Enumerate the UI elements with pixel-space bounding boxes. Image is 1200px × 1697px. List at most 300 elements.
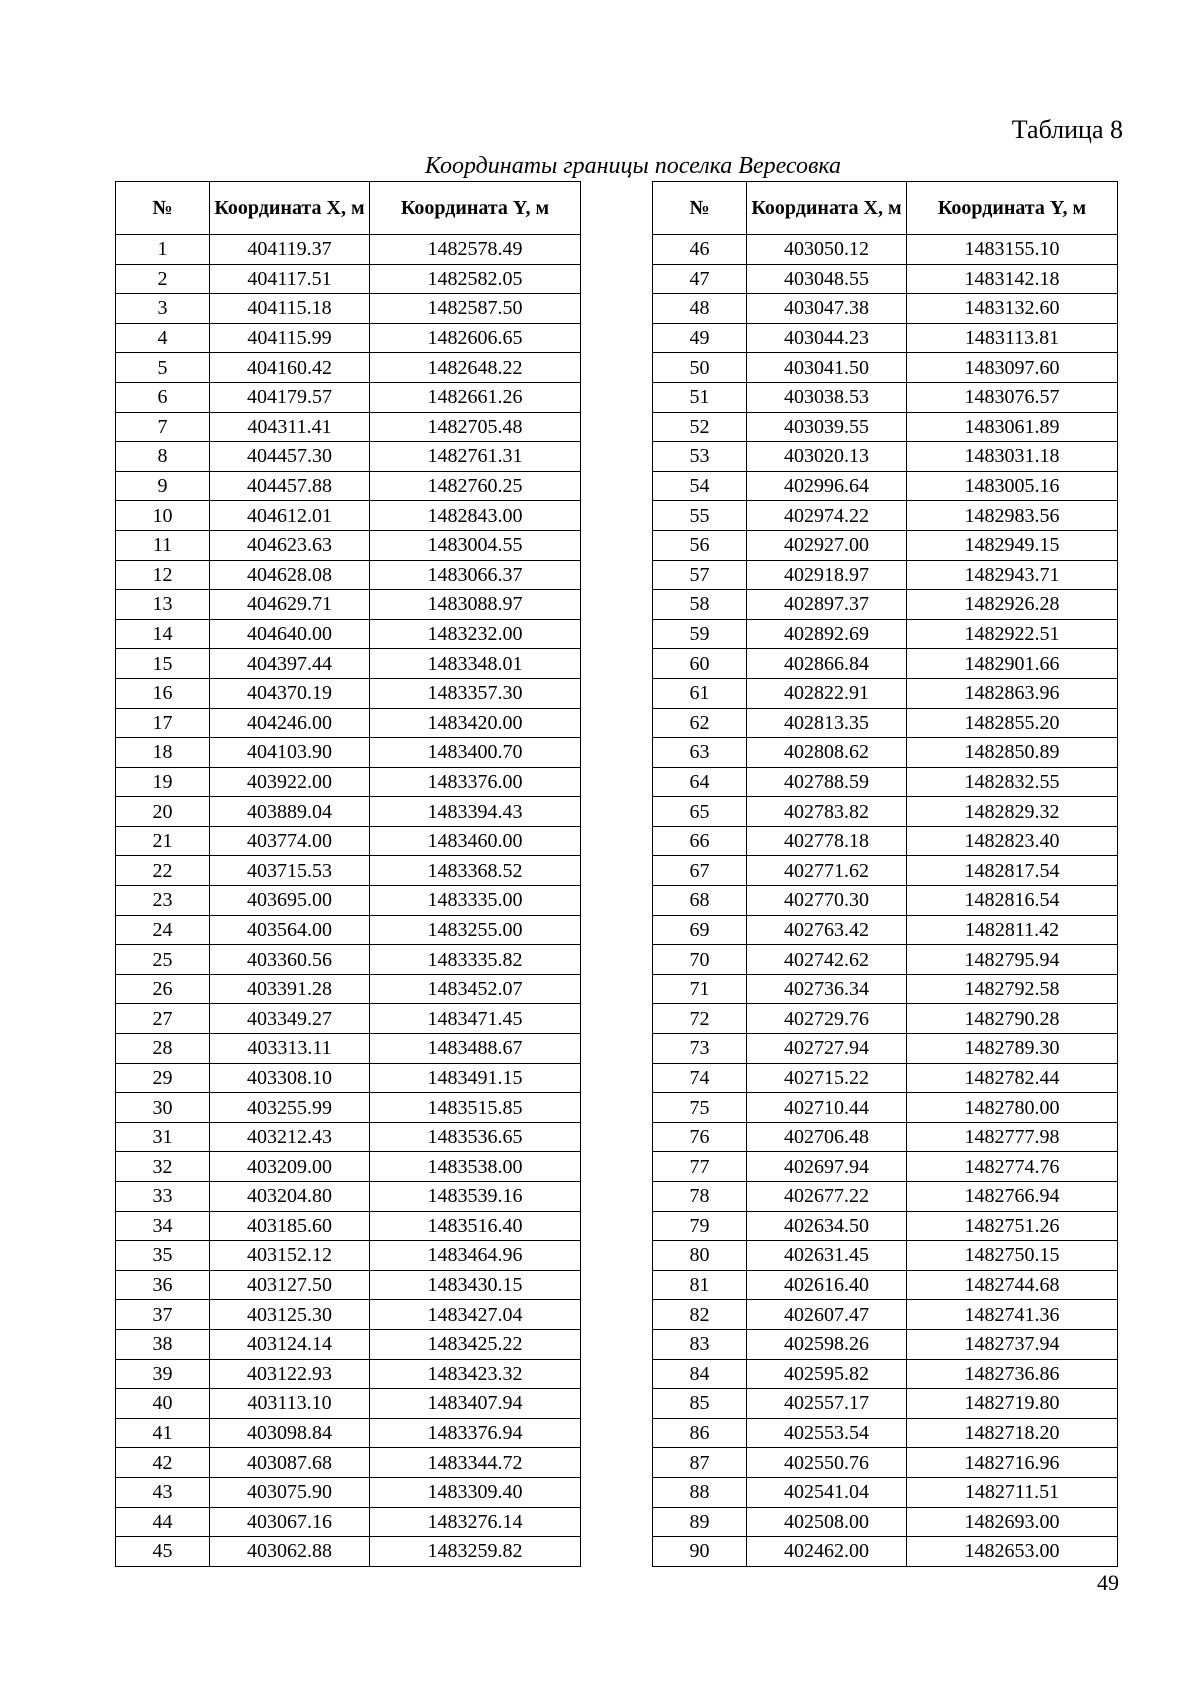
cell-number: 61 — [653, 678, 747, 708]
cell-coordinate-x: 402808.62 — [747, 738, 907, 768]
table-row — [653, 1004, 1118, 1034]
table-row — [653, 1507, 1118, 1537]
table-row — [116, 1122, 581, 1152]
table-row — [116, 1389, 581, 1419]
cell-coordinate-y: 1482693.00 — [907, 1507, 1118, 1537]
cell-number: 53 — [653, 442, 747, 472]
cell-number: 22 — [116, 856, 210, 886]
cell-coordinate-x: 402892.69 — [747, 619, 907, 649]
cell-coordinate-x: 404629.71 — [210, 590, 370, 620]
cell-number: 58 — [653, 590, 747, 620]
cell-coordinate-x: 402788.59 — [747, 767, 907, 797]
table-row — [653, 264, 1118, 294]
cell-number: 12 — [116, 560, 210, 590]
cell-coordinate-x: 402822.91 — [747, 678, 907, 708]
cell-coordinate-y: 1482983.56 — [907, 501, 1118, 531]
cell-number: 83 — [653, 1329, 747, 1359]
table-row — [653, 1329, 1118, 1359]
cell-coordinate-y: 1482823.40 — [907, 826, 1118, 856]
cell-coordinate-y: 1483464.96 — [370, 1241, 581, 1271]
cell-coordinate-y: 1482782.44 — [907, 1063, 1118, 1093]
cell-number: 40 — [116, 1389, 210, 1419]
cell-coordinate-y: 1483394.43 — [370, 797, 581, 827]
cell-coordinate-y: 1483400.70 — [370, 738, 581, 768]
cell-coordinate-y: 1482750.15 — [907, 1241, 1118, 1271]
table-row — [116, 826, 581, 856]
table-row — [116, 353, 581, 383]
cell-number: 64 — [653, 767, 747, 797]
cell-number: 56 — [653, 530, 747, 560]
cell-number: 66 — [653, 826, 747, 856]
table-row — [116, 1093, 581, 1123]
cell-coordinate-x: 403255.99 — [210, 1093, 370, 1123]
cell-number: 55 — [653, 501, 747, 531]
cell-coordinate-y: 1482777.98 — [907, 1122, 1118, 1152]
cell-number: 49 — [653, 323, 747, 353]
table-row — [653, 1034, 1118, 1064]
cell-number: 48 — [653, 294, 747, 324]
table-row — [653, 974, 1118, 1004]
cell-coordinate-x: 403050.12 — [747, 235, 907, 265]
cell-number: 20 — [116, 797, 210, 827]
coordinates-table-left — [115, 181, 581, 1567]
table-row — [653, 1063, 1118, 1093]
table-row — [116, 1477, 581, 1507]
table-row — [653, 1152, 1118, 1182]
cell-coordinate-x: 403922.00 — [210, 767, 370, 797]
table-row — [653, 1477, 1118, 1507]
cell-number: 79 — [653, 1211, 747, 1241]
cell-coordinate-y: 1483335.82 — [370, 945, 581, 975]
table-row — [653, 1359, 1118, 1389]
cell-number: 84 — [653, 1359, 747, 1389]
cell-number: 47 — [653, 264, 747, 294]
cell-number: 69 — [653, 915, 747, 945]
cell-number: 32 — [116, 1152, 210, 1182]
cell-coordinate-x: 402742.62 — [747, 945, 907, 975]
cell-coordinate-x: 403047.38 — [747, 294, 907, 324]
cell-coordinate-y: 1482843.00 — [370, 501, 581, 531]
cell-coordinate-x: 402541.04 — [747, 1477, 907, 1507]
table-row — [116, 708, 581, 738]
header-coordinate-y: Координата Y, м — [370, 182, 581, 235]
cell-number: 37 — [116, 1300, 210, 1330]
cell-number: 35 — [116, 1241, 210, 1271]
cell-number: 82 — [653, 1300, 747, 1330]
cell-coordinate-y: 1482741.36 — [907, 1300, 1118, 1330]
table-row — [116, 619, 581, 649]
cell-number: 17 — [116, 708, 210, 738]
cell-coordinate-y: 1482744.68 — [907, 1270, 1118, 1300]
table-row — [653, 945, 1118, 975]
cell-coordinate-y: 1483539.16 — [370, 1182, 581, 1212]
cell-number: 86 — [653, 1418, 747, 1448]
cell-coordinate-x: 402706.48 — [747, 1122, 907, 1152]
cell-coordinate-y: 1483276.14 — [370, 1507, 581, 1537]
table-row — [653, 619, 1118, 649]
cell-coordinate-y: 1483460.00 — [370, 826, 581, 856]
cell-coordinate-x: 404115.99 — [210, 323, 370, 353]
header-coordinate-x: Координата X, м — [210, 182, 370, 235]
table-row — [116, 235, 581, 265]
cell-coordinate-x: 402631.45 — [747, 1241, 907, 1271]
table-row — [653, 235, 1118, 265]
cell-coordinate-y: 1482832.55 — [907, 767, 1118, 797]
table-row — [653, 323, 1118, 353]
table-row — [653, 678, 1118, 708]
cell-coordinate-y: 1483076.57 — [907, 382, 1118, 412]
header-coordinate-y: Координата Y, м — [907, 182, 1118, 235]
cell-coordinate-x: 402697.94 — [747, 1152, 907, 1182]
table-row — [116, 767, 581, 797]
table-row — [653, 412, 1118, 442]
cell-coordinate-x: 403122.93 — [210, 1359, 370, 1389]
cell-coordinate-y: 1483536.65 — [370, 1122, 581, 1152]
table-row — [653, 560, 1118, 590]
cell-number: 28 — [116, 1034, 210, 1064]
cell-coordinate-x: 402462.00 — [747, 1537, 907, 1567]
cell-coordinate-y: 1483031.18 — [907, 442, 1118, 472]
cell-number: 88 — [653, 1477, 747, 1507]
cell-coordinate-x: 403204.80 — [210, 1182, 370, 1212]
cell-coordinate-y: 1482582.05 — [370, 264, 581, 294]
table-row — [116, 1270, 581, 1300]
cell-coordinate-x: 403715.53 — [210, 856, 370, 886]
cell-coordinate-y: 1482816.54 — [907, 886, 1118, 916]
table-row — [116, 738, 581, 768]
cell-coordinate-y: 1482718.20 — [907, 1418, 1118, 1448]
cell-coordinate-x: 402763.42 — [747, 915, 907, 945]
table-row — [116, 974, 581, 1004]
cell-coordinate-x: 403391.28 — [210, 974, 370, 1004]
cell-coordinate-x: 404370.19 — [210, 678, 370, 708]
table-row — [653, 382, 1118, 412]
table-row — [653, 1270, 1118, 1300]
cell-coordinate-y: 1482850.89 — [907, 738, 1118, 768]
cell-coordinate-y: 1482653.00 — [907, 1537, 1118, 1567]
page-number: 49 — [1097, 1570, 1119, 1595]
table-row — [116, 856, 581, 886]
table-row — [653, 353, 1118, 383]
table-row — [653, 886, 1118, 916]
cell-coordinate-x: 403075.90 — [210, 1477, 370, 1507]
table-row — [653, 1300, 1118, 1330]
cell-coordinate-y: 1483488.67 — [370, 1034, 581, 1064]
cell-number: 71 — [653, 974, 747, 1004]
cell-coordinate-x: 402778.18 — [747, 826, 907, 856]
cell-coordinate-x: 403313.11 — [210, 1034, 370, 1064]
cell-coordinate-y: 1483420.00 — [370, 708, 581, 738]
cell-coordinate-y: 1482578.49 — [370, 235, 581, 265]
cell-number: 5 — [116, 353, 210, 383]
table-row — [116, 1004, 581, 1034]
table-row — [653, 442, 1118, 472]
table-row — [116, 530, 581, 560]
cell-coordinate-y: 1483407.94 — [370, 1389, 581, 1419]
cell-coordinate-y: 1483255.00 — [370, 915, 581, 945]
cell-coordinate-y: 1483097.60 — [907, 353, 1118, 383]
table-row — [653, 471, 1118, 501]
cell-coordinate-x: 402729.76 — [747, 1004, 907, 1034]
cell-coordinate-y: 1483515.85 — [370, 1093, 581, 1123]
cell-number: 24 — [116, 915, 210, 945]
cell-coordinate-x: 404311.41 — [210, 412, 370, 442]
cell-coordinate-y: 1483335.00 — [370, 886, 581, 916]
table-row — [116, 590, 581, 620]
cell-coordinate-x: 403212.43 — [210, 1122, 370, 1152]
cell-number: 85 — [653, 1389, 747, 1419]
cell-coordinate-x: 403209.00 — [210, 1152, 370, 1182]
cell-coordinate-x: 404160.42 — [210, 353, 370, 383]
cell-number: 67 — [653, 856, 747, 886]
cell-number: 6 — [116, 382, 210, 412]
table-row — [116, 1182, 581, 1212]
cell-number: 25 — [116, 945, 210, 975]
cell-coordinate-x: 402550.76 — [747, 1448, 907, 1478]
cell-coordinate-y: 1483132.60 — [907, 294, 1118, 324]
cell-coordinate-y: 1483005.16 — [907, 471, 1118, 501]
cell-coordinate-y: 1482766.94 — [907, 1182, 1118, 1212]
cell-coordinate-y: 1482863.96 — [907, 678, 1118, 708]
cell-coordinate-x: 404117.51 — [210, 264, 370, 294]
table-row — [653, 1093, 1118, 1123]
cell-coordinate-x: 403039.55 — [747, 412, 907, 442]
cell-coordinate-y: 1482736.86 — [907, 1359, 1118, 1389]
table-row — [116, 1152, 581, 1182]
cell-number: 90 — [653, 1537, 747, 1567]
table-row — [653, 1537, 1118, 1567]
cell-coordinate-x: 402918.97 — [747, 560, 907, 590]
table-row — [653, 1241, 1118, 1271]
cell-number: 54 — [653, 471, 747, 501]
cell-coordinate-x: 403125.30 — [210, 1300, 370, 1330]
table-row — [116, 1507, 581, 1537]
table-row — [653, 856, 1118, 886]
cell-number: 44 — [116, 1507, 210, 1537]
table-row — [116, 501, 581, 531]
cell-number: 39 — [116, 1359, 210, 1389]
header-number: № — [653, 182, 747, 235]
cell-number: 80 — [653, 1241, 747, 1271]
table-body-left — [116, 235, 581, 1567]
cell-number: 57 — [653, 560, 747, 590]
cell-coordinate-x: 402595.82 — [747, 1359, 907, 1389]
cell-coordinate-y: 1483061.89 — [907, 412, 1118, 442]
cell-coordinate-y: 1483516.40 — [370, 1211, 581, 1241]
cell-coordinate-x: 403041.50 — [747, 353, 907, 383]
cell-coordinate-x: 402557.17 — [747, 1389, 907, 1419]
cell-coordinate-y: 1483423.32 — [370, 1359, 581, 1389]
cell-coordinate-x: 402897.37 — [747, 590, 907, 620]
cell-coordinate-y: 1483259.82 — [370, 1537, 581, 1567]
cell-number: 72 — [653, 1004, 747, 1034]
cell-coordinate-x: 402616.40 — [747, 1270, 907, 1300]
cell-coordinate-y: 1482949.15 — [907, 530, 1118, 560]
cell-coordinate-y: 1483066.37 — [370, 560, 581, 590]
cell-coordinate-y: 1482760.25 — [370, 471, 581, 501]
cell-coordinate-x: 403127.50 — [210, 1270, 370, 1300]
cell-number: 65 — [653, 797, 747, 827]
table-row — [116, 294, 581, 324]
cell-coordinate-x: 403044.23 — [747, 323, 907, 353]
table-row — [116, 1448, 581, 1478]
cell-coordinate-y: 1482761.31 — [370, 442, 581, 472]
cell-coordinate-y: 1482855.20 — [907, 708, 1118, 738]
cell-coordinate-x: 403020.13 — [747, 442, 907, 472]
cell-coordinate-x: 403889.04 — [210, 797, 370, 827]
table-header-row — [653, 182, 1118, 235]
table-row — [653, 1389, 1118, 1419]
table-row — [116, 382, 581, 412]
cell-number: 15 — [116, 649, 210, 679]
table-caption: Координаты границы поселка Вересовка — [424, 153, 842, 179]
cell-coordinate-x: 402866.84 — [747, 649, 907, 679]
cell-coordinate-y: 1482716.96 — [907, 1448, 1118, 1478]
cell-coordinate-x: 402727.94 — [747, 1034, 907, 1064]
table-row — [116, 1241, 581, 1271]
cell-number: 18 — [116, 738, 210, 768]
cell-coordinate-x: 402736.34 — [747, 974, 907, 1004]
cell-coordinate-x: 403048.55 — [747, 264, 907, 294]
table-row — [653, 294, 1118, 324]
cell-coordinate-x: 404246.00 — [210, 708, 370, 738]
table-row — [116, 678, 581, 708]
cell-coordinate-y: 1482774.76 — [907, 1152, 1118, 1182]
cell-coordinate-x: 402783.82 — [747, 797, 907, 827]
cell-number: 75 — [653, 1093, 747, 1123]
cell-coordinate-y: 1483376.94 — [370, 1418, 581, 1448]
cell-coordinate-x: 402677.22 — [747, 1182, 907, 1212]
cell-coordinate-x: 402996.64 — [747, 471, 907, 501]
cell-coordinate-x: 404457.88 — [210, 471, 370, 501]
table-row — [116, 412, 581, 442]
cell-number: 31 — [116, 1122, 210, 1152]
cell-coordinate-y: 1482926.28 — [907, 590, 1118, 620]
cell-number: 11 — [116, 530, 210, 560]
table-row — [653, 797, 1118, 827]
table-row — [653, 826, 1118, 856]
cell-coordinate-x: 404115.18 — [210, 294, 370, 324]
table-row — [116, 560, 581, 590]
cell-coordinate-x: 403564.00 — [210, 915, 370, 945]
cell-number: 21 — [116, 826, 210, 856]
cell-coordinate-y: 1482737.94 — [907, 1329, 1118, 1359]
cell-coordinate-x: 402974.22 — [747, 501, 907, 531]
cell-number: 27 — [116, 1004, 210, 1034]
table-row — [116, 1034, 581, 1064]
cell-number: 2 — [116, 264, 210, 294]
cell-coordinate-x: 403695.00 — [210, 886, 370, 916]
cell-coordinate-x: 403098.84 — [210, 1418, 370, 1448]
cell-coordinate-x: 402710.44 — [747, 1093, 907, 1123]
cell-coordinate-x: 403774.00 — [210, 826, 370, 856]
table-row — [653, 530, 1118, 560]
cell-coordinate-x: 404640.00 — [210, 619, 370, 649]
table-row — [116, 1537, 581, 1567]
cell-number: 46 — [653, 235, 747, 265]
cell-coordinate-y: 1483113.81 — [907, 323, 1118, 353]
table-row — [653, 501, 1118, 531]
cell-coordinate-x: 402771.62 — [747, 856, 907, 886]
table-row — [653, 738, 1118, 768]
cell-number: 74 — [653, 1063, 747, 1093]
cell-coordinate-y: 1482792.58 — [907, 974, 1118, 1004]
cell-coordinate-x: 402508.00 — [747, 1507, 907, 1537]
table-row — [653, 1122, 1118, 1152]
cell-coordinate-x: 404612.01 — [210, 501, 370, 531]
cell-coordinate-x: 402553.54 — [747, 1418, 907, 1448]
cell-coordinate-x: 403062.88 — [210, 1537, 370, 1567]
cell-number: 3 — [116, 294, 210, 324]
cell-number: 10 — [116, 501, 210, 531]
cell-coordinate-y: 1482789.30 — [907, 1034, 1118, 1064]
cell-coordinate-y: 1483491.15 — [370, 1063, 581, 1093]
cell-coordinate-y: 1482751.26 — [907, 1211, 1118, 1241]
table-row — [116, 945, 581, 975]
cell-coordinate-y: 1482817.54 — [907, 856, 1118, 886]
cell-coordinate-y: 1483452.07 — [370, 974, 581, 1004]
cell-number: 38 — [116, 1329, 210, 1359]
cell-coordinate-x: 404179.57 — [210, 382, 370, 412]
table-row — [653, 708, 1118, 738]
cell-number: 70 — [653, 945, 747, 975]
cell-coordinate-x: 404103.90 — [210, 738, 370, 768]
cell-number: 51 — [653, 382, 747, 412]
cell-coordinate-y: 1482719.80 — [907, 1389, 1118, 1419]
cell-number: 63 — [653, 738, 747, 768]
cell-number: 13 — [116, 590, 210, 620]
table-row — [653, 1211, 1118, 1241]
cell-coordinate-y: 1483368.52 — [370, 856, 581, 886]
table-row — [116, 471, 581, 501]
cell-coordinate-y: 1482901.66 — [907, 649, 1118, 679]
table-row — [653, 1182, 1118, 1212]
table-row — [116, 886, 581, 916]
cell-number: 81 — [653, 1270, 747, 1300]
cell-coordinate-y: 1483425.22 — [370, 1329, 581, 1359]
table-row — [653, 649, 1118, 679]
cell-coordinate-x: 403308.10 — [210, 1063, 370, 1093]
cell-number: 60 — [653, 649, 747, 679]
cell-number: 26 — [116, 974, 210, 1004]
cell-number: 29 — [116, 1063, 210, 1093]
cell-coordinate-y: 1483430.15 — [370, 1270, 581, 1300]
cell-number: 62 — [653, 708, 747, 738]
cell-number: 16 — [116, 678, 210, 708]
cell-number: 52 — [653, 412, 747, 442]
cell-number: 36 — [116, 1270, 210, 1300]
table-row — [116, 1329, 581, 1359]
table-row — [653, 1418, 1118, 1448]
cell-coordinate-y: 1482811.42 — [907, 915, 1118, 945]
cell-coordinate-y: 1483376.00 — [370, 767, 581, 797]
cell-coordinate-y: 1483232.00 — [370, 619, 581, 649]
cell-number: 50 — [653, 353, 747, 383]
table-row — [116, 264, 581, 294]
table-row — [653, 1448, 1118, 1478]
cell-coordinate-x: 403087.68 — [210, 1448, 370, 1478]
cell-coordinate-y: 1482661.26 — [370, 382, 581, 412]
cell-number: 9 — [116, 471, 210, 501]
cell-number: 33 — [116, 1182, 210, 1212]
cell-number: 7 — [116, 412, 210, 442]
cell-coordinate-y: 1482587.50 — [370, 294, 581, 324]
cell-number: 19 — [116, 767, 210, 797]
cell-coordinate-y: 1482790.28 — [907, 1004, 1118, 1034]
cell-number: 4 — [116, 323, 210, 353]
cell-coordinate-x: 404119.37 — [210, 235, 370, 265]
table-header-row — [116, 182, 581, 235]
